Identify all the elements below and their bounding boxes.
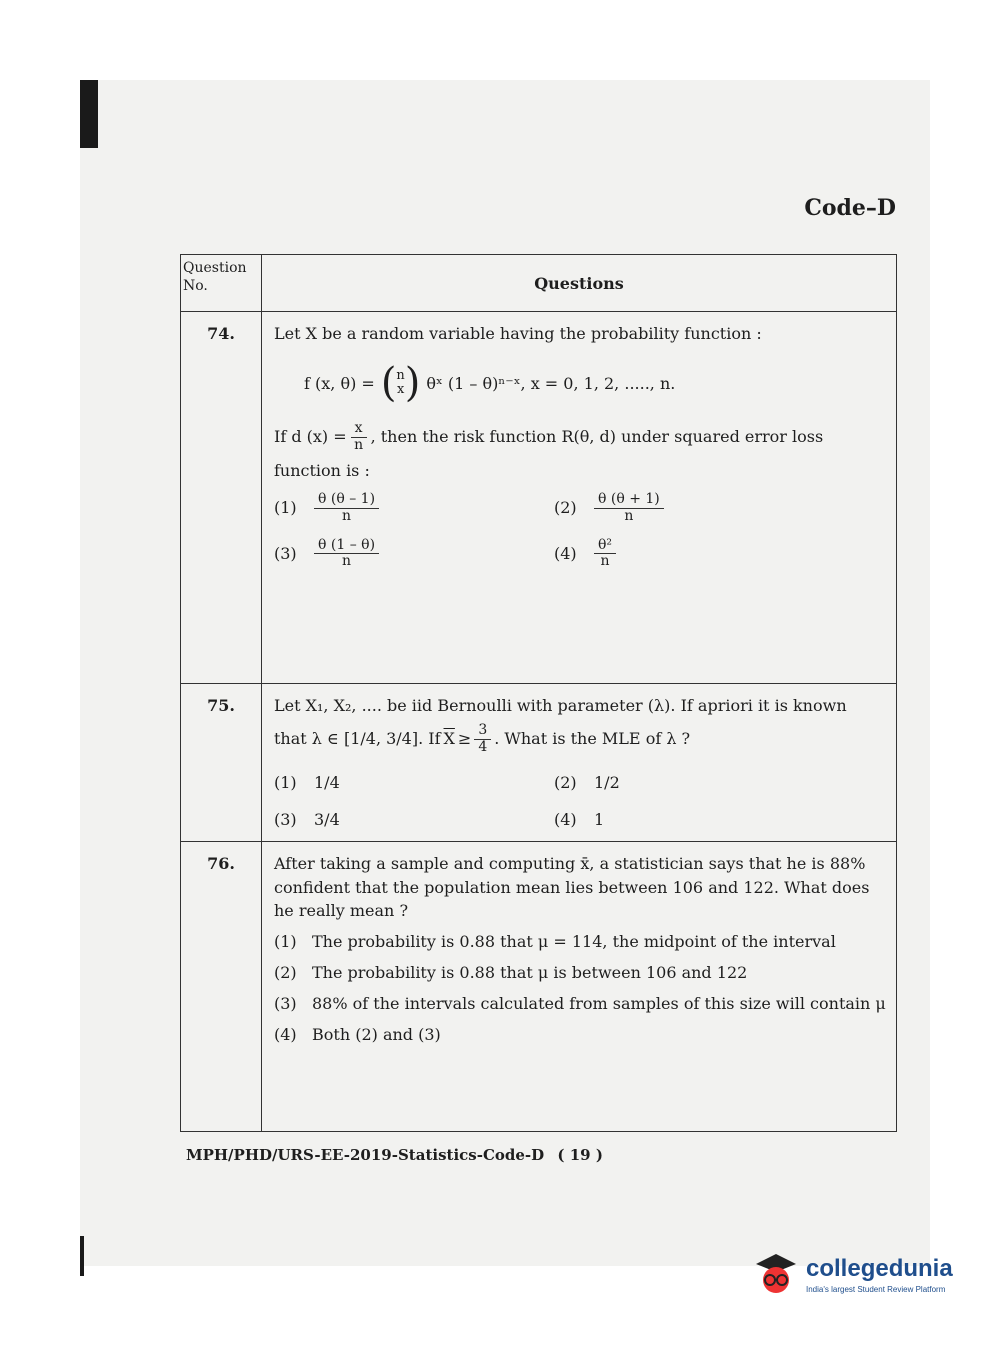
question-table bbox=[180, 254, 897, 1132]
risk-sentence bbox=[274, 421, 888, 453]
binom-top: n bbox=[396, 367, 405, 383]
if-text: If d (x) = bbox=[274, 427, 347, 447]
logo-tagline: India's largest Student Review Platform bbox=[806, 1284, 946, 1294]
collegedunia-logo[interactable] bbox=[752, 1250, 953, 1298]
page-footer bbox=[186, 1146, 603, 1164]
option-4: (4) $\frac{\text{θ²}}{n}$ bbox=[554, 538, 834, 570]
question-stem: After taking a sample and computing x̄, a statistician says that he is 88% confident that the population mean lies between 106 and 122. What does he really mean ? bbox=[274, 854, 870, 920]
header-questions: Questions bbox=[262, 255, 897, 312]
question-line-1: Let X₁, X₂, .... be iid Bernoulli with parameter (λ). If apriori it is known bbox=[274, 696, 847, 715]
option-1: (1) The probability is 0.88 that μ = 114, the midpoint of the interval bbox=[274, 931, 836, 951]
option-3: (3) $\frac{\theta (1 - \theta)}{n}$ bbox=[274, 538, 554, 570]
question-row-75 bbox=[181, 684, 897, 842]
binom-bottom: x bbox=[396, 382, 405, 398]
sample-mean: $\overline{X}$ bbox=[443, 729, 455, 749]
option-3: (3) 3/4 bbox=[274, 810, 340, 830]
binomial-coefficient: ( n x ) bbox=[380, 360, 421, 407]
option-2: (2) The probability is 0.88 that μ is between 106 and 122 bbox=[274, 963, 748, 983]
question-number: 76. bbox=[181, 842, 262, 1132]
footer-code: MPH/PHD/URS-EE-2019-Statistics-Code-D bbox=[186, 1146, 545, 1164]
scan-edge-mark-bottom bbox=[80, 1236, 84, 1276]
formula-rhs: θˣ (1 – θ)ⁿ⁻ˣ, x = 0, 1, 2, ....., n. bbox=[426, 373, 676, 393]
estimator-fraction: $\frac{x}{n}$ bbox=[351, 421, 367, 453]
option-2: (2) $\frac{\theta (\theta + 1)}{n}$ bbox=[554, 492, 834, 524]
option-4: (4) Both (2) and (3) bbox=[274, 1025, 441, 1045]
answer-options bbox=[274, 492, 888, 570]
question-number: 75. bbox=[181, 684, 262, 842]
question-intro: Let X be a random variable having the probability function : bbox=[274, 324, 762, 343]
question-row-76 bbox=[181, 842, 897, 1132]
answer-options bbox=[274, 771, 888, 831]
logo-name: collegedunia bbox=[806, 1254, 953, 1282]
page-number: ( 19 ) bbox=[557, 1146, 603, 1164]
paper-code: Code–D bbox=[804, 195, 896, 221]
question-line-2: that λ ∈ [1/4, 3/4]. If $\overline{X}$ ≥ $\frac{3}{4}$ . What is the MLE of λ ? bbox=[274, 722, 691, 755]
threshold-fraction: $\frac{3}{4}$ bbox=[474, 723, 491, 755]
option-2: (2) 1/2 bbox=[554, 772, 620, 792]
option-3: (3) 88% of the intervals calculated from samples of this size will contain μ bbox=[274, 994, 886, 1014]
header-question-no: Question No. bbox=[181, 255, 262, 312]
formula-lhs: f (x, θ) = bbox=[304, 373, 375, 393]
graduate-icon bbox=[752, 1250, 800, 1298]
question-number: 74. bbox=[181, 312, 262, 684]
probability-function bbox=[304, 360, 888, 407]
option-1: (1) 1/4 bbox=[274, 772, 340, 792]
option-4: (4) 1 bbox=[554, 810, 605, 830]
option-1: (1) $\frac{\theta (\theta - 1)}{n}$ bbox=[274, 492, 554, 524]
scan-edge-mark bbox=[80, 80, 98, 148]
then-text: , then the risk function R(θ, d) under squared error loss bbox=[370, 427, 824, 447]
function-is: function is : bbox=[274, 460, 370, 480]
question-row-74 bbox=[181, 312, 897, 684]
